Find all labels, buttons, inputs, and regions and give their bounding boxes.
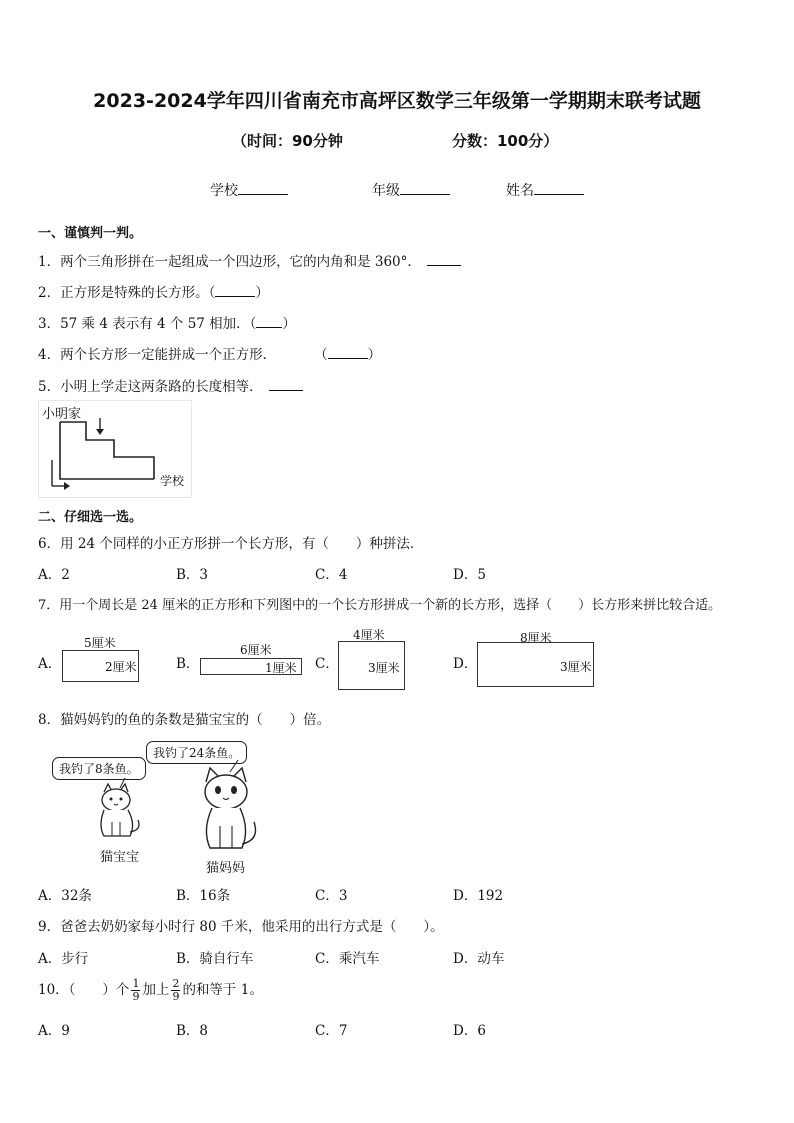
home-label: 小明家	[42, 407, 82, 422]
school-blank[interactable]	[238, 180, 288, 195]
baby-cat-label: 猫宝宝	[100, 850, 140, 865]
question-5	[38, 375, 303, 395]
q9-option-c[interactable]: C．乘汽车	[315, 951, 380, 967]
q6-option-d[interactable]: D．5	[453, 567, 486, 583]
q10-suffix: 的和等于 1。	[182, 982, 263, 998]
question-6: 6．用 24 个同样的小正方形拼一个长方形，有（ ）种拼法．	[38, 536, 424, 552]
question-1-text: 1．两个三角形拼在一起组成一个四边形，它的内角和是 360°．	[38, 254, 421, 270]
kitten-icon	[90, 778, 146, 848]
q10-option-c[interactable]: C．7	[315, 1023, 348, 1039]
fraction-2-denominator: 9	[172, 990, 180, 1003]
q7-option-c[interactable]: C．	[315, 656, 339, 672]
q7-option-b[interactable]: B．	[176, 656, 200, 672]
fraction-2-numerator: 2	[172, 977, 180, 990]
q7-d-length: 8厘米	[520, 631, 552, 645]
staircase-route	[60, 422, 154, 479]
question-1	[38, 250, 461, 270]
question-7: 7．用一个周长是 24 厘米的正方形和下列图中的一个长方形拼成一个新的长方形，选择（ ）长方形来拼比较合适。	[38, 598, 722, 613]
fraction-1-denominator: 9	[132, 990, 140, 1003]
q6-option-a[interactable]: A．2	[38, 567, 70, 583]
q7-b-width: 1厘米	[265, 661, 297, 675]
fraction-1-numerator: 1	[132, 977, 140, 990]
grade-blank[interactable]	[400, 180, 450, 195]
exam-score: 分数：100分）	[452, 132, 559, 150]
name-blank[interactable]	[534, 180, 584, 195]
q7-b-length: 6厘米	[240, 643, 272, 657]
q10-option-a[interactable]: A．9	[38, 1023, 70, 1039]
question-9: 9．爸爸去奶奶家每小时行 80 千米，他采用的出行方式是（ ）。	[38, 919, 444, 935]
exam-time: （时间：90分钟	[232, 132, 343, 150]
q6-option-b[interactable]: B．3	[176, 567, 209, 583]
arrow-down-icon	[96, 429, 104, 435]
q10-middle: 加上	[142, 982, 170, 998]
q8-option-d[interactable]: D．192	[453, 888, 504, 904]
grade-label: 年级	[372, 183, 400, 199]
school-label-figure: 学校	[160, 474, 185, 488]
question-4-text: 4．两个长方形一定能拼成一个正方形．	[38, 347, 277, 363]
school-field[interactable]	[210, 180, 288, 200]
page-title: 2023-2024学年四川省南充市高坪区数学三年级第一学期期末联考试题	[93, 90, 701, 112]
fraction-two-ninths	[171, 978, 180, 1003]
q10-prefix: 10．（ ）个	[38, 982, 130, 998]
q7-a-width: 2厘米	[105, 660, 137, 674]
question-4	[38, 343, 381, 363]
section2-heading: 二、仔细选一选。	[38, 510, 143, 525]
question-3-blank[interactable]	[256, 313, 282, 328]
section1-heading: 一、谨慎判一判。	[38, 226, 143, 241]
mother-cat-icon	[194, 760, 262, 856]
question-10	[38, 978, 263, 1003]
route-figure	[38, 400, 192, 498]
question-5-blank[interactable]	[269, 376, 303, 391]
question-2-close: ）	[255, 285, 269, 301]
question-8: 8．猫妈妈钓的鱼的条数是猫宝宝的（ ）倍。	[38, 712, 331, 728]
question-1-blank[interactable]	[427, 251, 461, 266]
grade-field[interactable]	[372, 180, 450, 200]
baby-speech-bubble: 我钓了8条鱼。	[52, 757, 146, 780]
q6-option-c[interactable]: C．4	[315, 567, 348, 583]
q8-option-c[interactable]: C．3	[315, 888, 348, 904]
question-4-blank[interactable]	[328, 344, 368, 359]
q10-option-b[interactable]: B．8	[176, 1023, 209, 1039]
question-2	[38, 281, 269, 301]
arrow-right-icon	[64, 482, 70, 490]
school-label: 学校	[210, 183, 238, 199]
question-2-blank[interactable]	[215, 282, 255, 297]
q7-option-a[interactable]: A．	[38, 656, 62, 672]
question-4-open: （	[314, 347, 328, 363]
question-2-text: 2．正方形是特殊的长方形。（	[38, 285, 216, 301]
q8-option-a[interactable]: A．32条	[38, 888, 92, 904]
question-3	[38, 312, 296, 332]
q9-option-d[interactable]: D．动车	[453, 951, 505, 967]
q7-d-width: 3厘米	[560, 660, 592, 674]
q7-c-width: 3厘米	[368, 661, 400, 675]
fraction-one-ninth	[131, 978, 140, 1003]
q9-option-a[interactable]: A．步行	[38, 951, 89, 967]
q8-option-b[interactable]: B．16条	[176, 888, 231, 904]
q7-a-length: 5厘米	[84, 636, 116, 650]
q7-option-d[interactable]: D．	[453, 656, 478, 672]
question-3-close: ）	[282, 316, 296, 332]
q7-c-length: 4厘米	[353, 628, 385, 642]
q10-option-d[interactable]: D．6	[453, 1023, 486, 1039]
question-5-text: 5．小明上学走这两条路的长度相等．	[38, 379, 263, 395]
q9-option-b[interactable]: B．骑自行车	[176, 951, 254, 967]
mom-speech-bubble: 我钓了24条鱼。	[146, 741, 247, 764]
name-field[interactable]	[506, 180, 584, 200]
question-3-text: 3．57 乘 4 表示有 4 个 57 相加．（	[38, 316, 257, 332]
name-label: 姓名	[506, 183, 534, 199]
mother-cat-label: 猫妈妈	[206, 861, 246, 876]
straight-route	[60, 422, 154, 479]
question-4-close: ）	[367, 347, 382, 363]
